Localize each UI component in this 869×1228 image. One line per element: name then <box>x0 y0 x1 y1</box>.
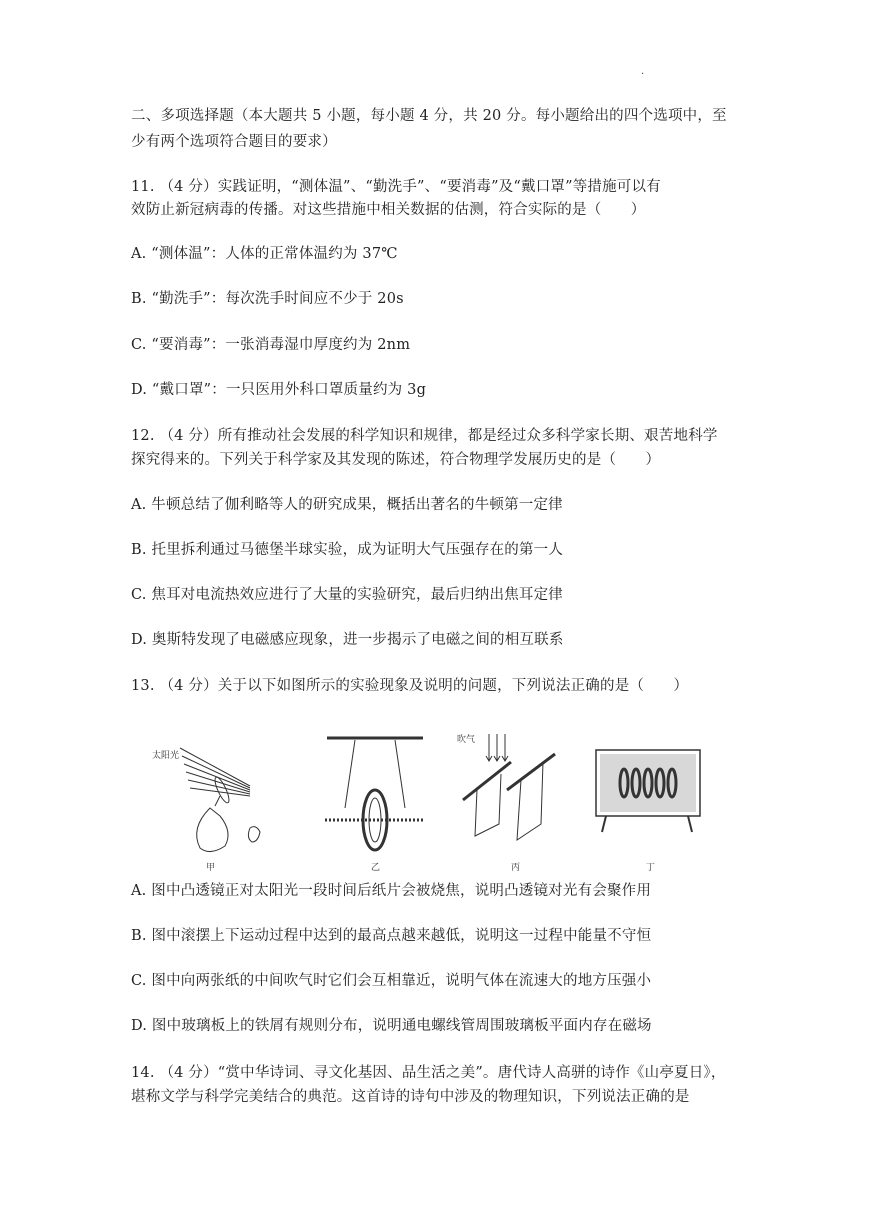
q14-stem-line-1: 14. （4 分）“赏中华诗词、寻文化基因、品生活之美”。唐代诗人高骈的诗作《山亭夏日》， <box>131 1065 726 1081</box>
q12-option-c: C. 焦耳对电流热效应进行了大量的实验研究，最后归纳出焦耳定律 <box>131 587 563 603</box>
q13-option-c: C. 图中向两张纸的中间吹气时它们会互相靠近，说明气体在流速大的地方压强小 <box>131 973 652 989</box>
q12-stem-line-2: 探究得来的。下列关于科学家及其发现的陈述，符合物理学发展历史的是（ ） <box>131 452 661 468</box>
figure-yi-pendulum <box>315 728 435 878</box>
q11-option-a: A. “测体温”：人体的正常体温约为 37℃ <box>131 246 398 262</box>
figure-ding-solenoid <box>590 728 710 878</box>
q13-figure-strip <box>150 728 710 878</box>
sunlight-label: 太阳光 <box>152 751 180 761</box>
q12-stem-line-1: 12. （4 分）所有推动社会发展的科学知识和规律，都是经过众多科学家长期、艰苦地科学 <box>131 428 718 444</box>
figure-jia-caption: 甲 <box>206 863 216 873</box>
q11-stem-line-1: 11. （4 分）实践证明，“测体温”、“勤洗手”、“要消毒”及“戴口罩”等措施可以有 <box>131 179 661 195</box>
blow-label: 吹气 <box>457 735 476 745</box>
q11-option-d: D. “戴口罩”：一只医用外科口罩质量约为 3g <box>131 382 427 398</box>
section-heading-line-2: 少有两个选项符合题目的要求） <box>131 134 337 150</box>
q13-option-d: D. 图中玻璃板上的铁屑有规则分布，说明通电螺线管周围玻璃板平面内存在磁场 <box>131 1018 652 1034</box>
figure-jia-lens <box>150 728 270 878</box>
q11-option-b: B. “勤洗手”：每次洗手时间应不少于 20s <box>131 291 404 307</box>
page-mark: . <box>641 66 645 77</box>
figure-yi-caption: 乙 <box>371 863 381 873</box>
q12-option-d: D. 奥斯特发现了电磁感应现象，进一步揭示了电磁之间的相互联系 <box>131 632 564 648</box>
q14-stem-line-2: 堪称文学与科学完美结合的典范。这首诗的诗句中涉及的物理知识，下列说法正确的是 <box>131 1089 690 1105</box>
figure-bing-caption: 丙 <box>511 863 521 873</box>
section-heading-line-1: 二、多项选择题（本大题共 5 小题，每小题 4 分，共 20 分。每小题给出的四个选项中，至 <box>131 108 727 124</box>
q11-option-c: C. “要消毒”：一张消毒湿巾厚度约为 2nm <box>131 337 411 353</box>
q13-option-b: B. 图中滚摆上下运动过程中达到的最高点越来越低，说明这一过程中能量不守恒 <box>131 928 652 944</box>
q11-stem-line-2: 效防止新冠病毒的传播。对这些措施中相关数据的估测，符合实际的是（ ） <box>131 202 646 218</box>
q12-option-a: A. 牛顿总结了伽利略等人的研究成果，概括出著名的牛顿第一定律 <box>131 497 563 513</box>
q12-option-b: B. 托里拆利通过马德堡半球实验，成为证明大气压强存在的第一人 <box>131 542 564 558</box>
figure-ding-caption: 丁 <box>646 863 656 873</box>
q13-stem: 13. （4 分）关于以下如图所示的实验现象及说明的问题，下列说法正确的是（ ） <box>131 678 689 694</box>
q13-option-a: A. 图中凸透镜正对太阳光一段时间后纸片会被烧焦，说明凸透镜对光有会聚作用 <box>131 883 652 899</box>
figure-bing-papers <box>455 728 575 878</box>
